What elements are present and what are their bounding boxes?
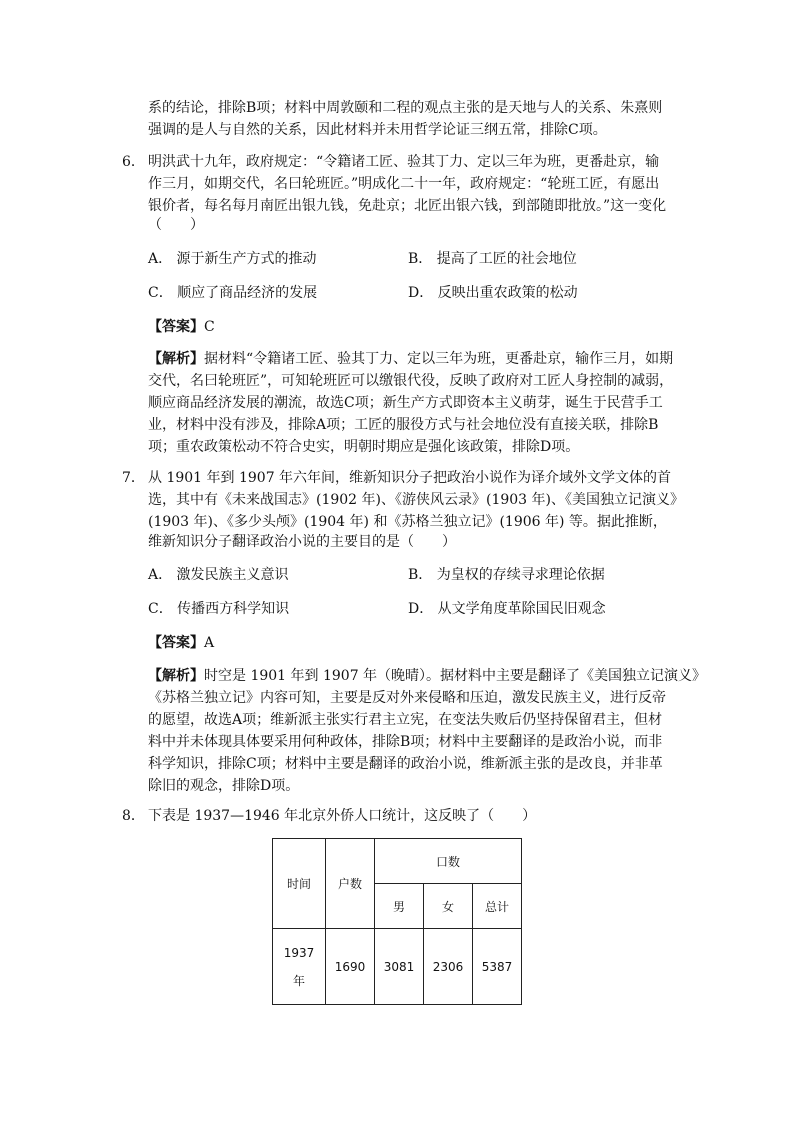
header-time: 时间 <box>273 839 326 929</box>
population-table <box>272 838 522 1005</box>
q6-stem-line-2: 作三月，如期交代，名曰轮班匠。”明成化二十一年，政府规定：“轮班工匠，有愿出 <box>148 176 660 192</box>
q7-stem-line-3: (1903 年)、《多少头颅》(1904 年) 和《苏格兰独立记》(1906 年) 等。据此推断， <box>148 514 667 530</box>
q7-analysis-line-4: 料中并未体现具体要采用何种政体，排除B项；材料中主要翻译的是政治小说，而非 <box>148 734 663 750</box>
q6-option-b: B． 提高了工匠的社会地位 <box>408 251 577 267</box>
q6-stem-line-4: （ ） <box>148 217 204 233</box>
q6-stem-line-3: 银价者，每名每月南匠出银九钱，免赴京；北匠出银六钱，到部随即批放。”这一变化 <box>148 198 667 214</box>
header-female: 女 <box>424 884 473 929</box>
q7-number: 7． <box>122 470 145 486</box>
header-total: 总计 <box>473 884 522 929</box>
q7-option-a: A． 激发民族主义意识 <box>148 567 289 583</box>
q6-stem-line-1: 明洪武十九年，政府规定：“令籍诸工匠、验其丁力、定以三年为班，更番赴京，输 <box>148 154 660 170</box>
q7-option-d: D． 从文学角度革除国民旧观念 <box>408 601 606 617</box>
q7-answer-tag: 【答案】 <box>148 635 204 651</box>
q6-answer-tag: 【答案】 <box>148 319 204 335</box>
q6-option-a: A． 源于新生产方式的推动 <box>148 251 317 267</box>
cell-year-unit: 年 <box>292 973 305 988</box>
q7-analysis-line-6: 除旧的观念，排除D项。 <box>148 778 300 794</box>
q6-analysis-line-4: 业，材料中没有涉及，排除A项；工匠的服役方式与社会地位没有直接关联，排除B <box>148 417 659 433</box>
q8-number: 8． <box>122 808 145 824</box>
cell-year <box>273 929 326 1005</box>
table-row <box>273 929 522 1005</box>
q7-analysis-tag: 【解析】 <box>148 668 204 684</box>
q6-analysis-line-3: 顺应商品经济发展的潮流，故选C项；新生产方式即资本主义萌芽，诞生于民营手工 <box>148 395 663 411</box>
q6-analysis-text-1: 据材料“令籍诸工匠、验其丁力、定以三年为班，更番赴京，输作三月，如期 <box>204 351 674 367</box>
q7-answer <box>148 632 214 654</box>
q7-analysis-text-1: 时空是 1901 年到 1907 年（晚晴）。据材料中主要是翻译了《美国独立记演义》 <box>204 668 707 684</box>
q7-option-b: B． 为皇权的存续寻求理论依据 <box>408 567 605 583</box>
q6-analysis-line-5: 项；重农政策松动不符合史实，明朝时期应是强化该政策，排除D项。 <box>148 439 580 455</box>
q7-analysis-line-3: 的愿望，故选A项；维新派主张实行君主立宪，在变法失败后仍坚持保留君主，但材 <box>148 712 663 728</box>
q7-stem-line-4: 维新知识分子翻译政治小说的主要目的是（ ） <box>148 534 456 550</box>
q7-analysis-line-2: 《苏格兰独立记》内容可知，主要是反对外来侵略和压迫，激发民族主义，进行反帝 <box>148 690 666 706</box>
q6-answer-value: C <box>204 319 215 335</box>
q6-option-d: D． 反映出重农政策的松动 <box>408 285 578 301</box>
q8-stem: 下表是 1937—1946 年北京外侨人口统计，这反映了（ ） <box>148 808 537 824</box>
q7-answer-value: A <box>204 635 215 651</box>
cell-year-number: 1937 <box>283 945 315 960</box>
intro-line-1: 系的结论，排除B项；材料中周敦颐和二程的观点主张的是天地与人的关系、朱熹则 <box>148 100 663 116</box>
q6-analysis-line-1 <box>148 348 673 370</box>
q7-analysis-line-1 <box>148 665 706 687</box>
q7-option-c: C． 传播西方科学知识 <box>148 601 290 617</box>
q6-number: 6． <box>122 154 145 170</box>
header-population: 口数 <box>375 839 522 884</box>
q7-stem-line-1: 从 1901 年到 1907 年六年间，维新知识分子把政治小说作为译介域外文学文体的首 <box>148 470 672 486</box>
q6-answer <box>148 316 215 338</box>
cell-households: 1690 <box>326 929 375 1005</box>
q6-option-c: C． 顺应了商品经济的发展 <box>148 285 318 301</box>
q6-analysis-line-2: 交代，名曰轮班匠”，可知轮班匠可以缴银代役，反映了政府对工匠人身控制的减弱， <box>148 373 674 389</box>
header-male: 男 <box>375 884 424 929</box>
q6-analysis-tag: 【解析】 <box>148 351 204 367</box>
cell-female: 2306 <box>424 929 473 1005</box>
cell-male: 3081 <box>375 929 424 1005</box>
q7-stem-line-2: 选，其中有《未来战国志》(1902 年)、《游侠风云录》(1903 年)、《美国独立记演义》 <box>148 492 685 508</box>
intro-line-2: 强调的是人与自然的关系，因此材料并未用哲学论证三纲五常，排除C项。 <box>148 122 607 138</box>
header-households: 户数 <box>326 839 375 929</box>
cell-total: 5387 <box>473 929 522 1005</box>
q7-analysis-line-5: 科学知识，排除C项；材料中主要是翻译的政治小说，维新派主张的是改良，并非革 <box>148 756 663 772</box>
